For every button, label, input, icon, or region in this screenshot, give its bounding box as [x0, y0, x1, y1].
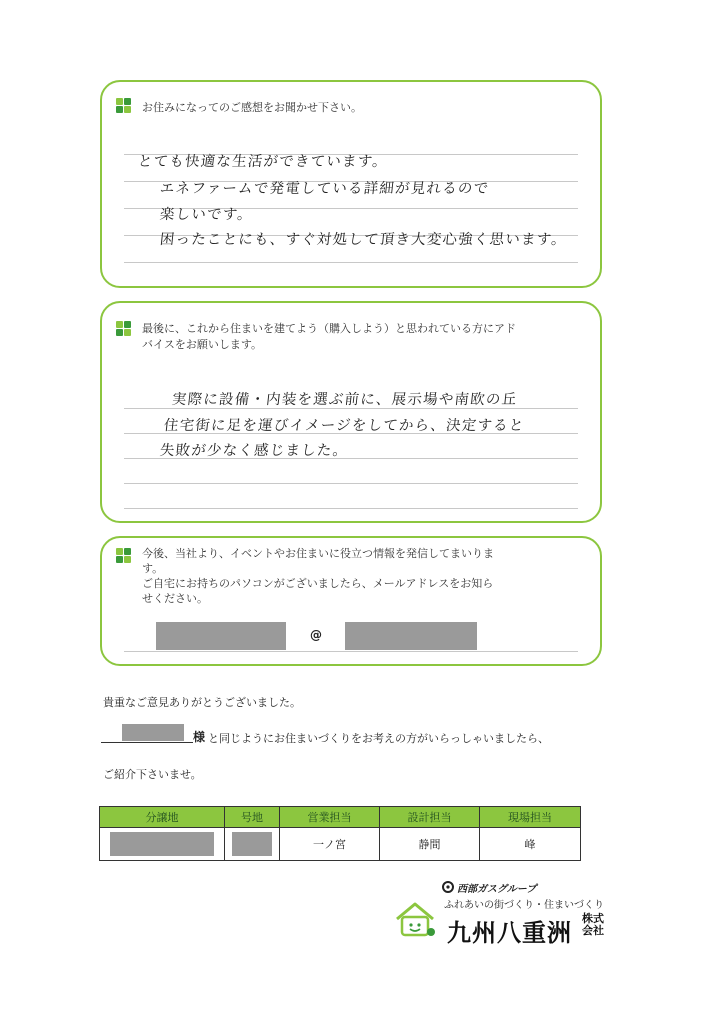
sales-staff: 一ノ宮	[280, 828, 380, 861]
newsletter-question-line-1: 今後、当社より、イベントやお住まいに役立つ情報を発信してまいりま	[142, 547, 494, 560]
lot-number-cell	[225, 828, 280, 861]
sama-text: 様	[193, 730, 206, 744]
at-sign: @	[310, 628, 322, 642]
advice-answer-line-1: 実際に設備・内装を選ぶ前に、展示場や南欧の丘	[171, 392, 519, 408]
header-design: 設計担当	[380, 807, 480, 828]
advice-answer-line-3: 失敗が少なく感じました。	[159, 443, 350, 459]
newsletter-question-line-2: す。	[142, 562, 164, 575]
staff-table	[99, 806, 581, 861]
design-staff: 静間	[380, 828, 480, 861]
lot-number-redacted	[232, 832, 272, 856]
site-staff: 峰	[480, 828, 581, 861]
thanks-text: 貴重なご意見ありがとうございました。	[103, 696, 301, 709]
impression-answer-line-2: エネファームで発電している詳細が見れるので	[159, 181, 491, 197]
email-local-redacted	[156, 622, 286, 650]
clover-icon	[116, 98, 132, 114]
advice-answer-line-2: 住宅街に足を運びイメージをしてから、決定すると	[163, 418, 526, 434]
impression-box	[100, 80, 602, 288]
group-logo-icon	[442, 881, 454, 893]
clover-icon	[116, 321, 132, 337]
referral-text: と同じようにお住まいづくりをお考えの方がいらっしゃいましたら、	[208, 732, 549, 745]
advice-box	[100, 301, 602, 523]
advice-question-line-1: 最後に、これから住まいを建てよう（購入しよう）と思われている方にアド	[142, 322, 516, 335]
header-lot-number: 号地	[225, 807, 280, 828]
header-sales: 営業担当	[280, 807, 380, 828]
company-name: 九州八重洲	[447, 919, 572, 947]
kabushiki-kaisha: 株式会社	[582, 912, 604, 937]
header-site: 現場担当	[480, 807, 581, 828]
advice-question-line-2: バイスをお願いします。	[142, 338, 263, 351]
header-lot: 分譲地	[100, 807, 225, 828]
impression-answer-line-4: 困ったことにも、すぐ対処して頂き大変心強く思います。	[159, 232, 568, 248]
newsletter-question-line-3: ご自宅にお持ちのパソコンがございましたら、メールアドレスをお知ら	[142, 577, 494, 590]
email-domain-redacted	[345, 622, 477, 650]
impression-answer-line-1: とても快適な生活ができています。	[137, 154, 389, 170]
clover-icon	[116, 548, 132, 564]
company-house-logo-icon	[393, 899, 437, 939]
company-tagline: ふれあいの街づくり・住まいづくり	[444, 900, 604, 911]
impression-answer-line-3: 楽しいです。	[159, 207, 254, 223]
newsletter-box	[100, 536, 602, 666]
newsletter-question-line-4: せください。	[142, 592, 208, 605]
lot-redacted	[110, 832, 214, 856]
lot-cell	[100, 828, 225, 861]
group-name: 西部ガスグループ	[457, 884, 537, 895]
impression-question: お住みになってのご感想をお聞かせ下さい。	[142, 101, 362, 114]
referral-end-text: ご紹介下さいませ。	[103, 768, 202, 781]
customer-name-redacted	[122, 724, 184, 741]
